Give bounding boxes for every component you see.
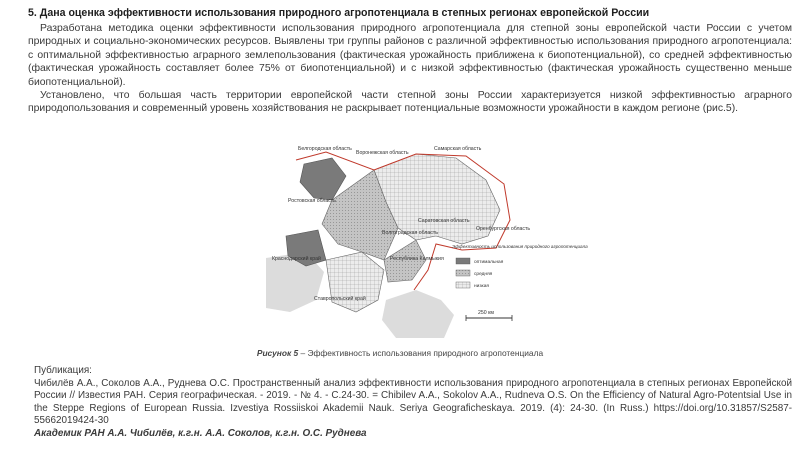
legend-label-low: низкая: [474, 284, 489, 289]
label-volgograd: Волгоградская область: [382, 230, 438, 236]
legend-swatch-optimal: [456, 258, 470, 264]
legend-title: Эффективность использования природного агропотенциала: [452, 244, 588, 249]
label-samara: Самарская область: [434, 146, 482, 152]
scale-bar: [466, 310, 512, 321]
legend-swatch-low: [456, 282, 470, 288]
label-krasnodar: Краснодарский край: [272, 256, 321, 262]
section-heading: 5. Дана оценка эффективности использования природного агропотенциала в степных регионах европейской России: [28, 7, 650, 19]
paragraph-conclusion: Установлено, что большая часть территории европейской части степной зоны России характеризуется низкой эффективностью аграрного природопользования и современный уровень хозяйствования не раскрывает потенциальные возможности урожайности в каждом регионе (рис.5).: [28, 90, 792, 115]
publication-reference: Чибилёв А.А., Соколов А.А., Руднева О.С. Пространственный анализ эффективности использования природного агропотенциала в степных регионах Европейской России // Известия РАН. Серия географическая. - 2019. - № 4. - С.24-30. = Chibilev A.A., Sokolov A.A., Rudneva O.S. On the Efficiency of Natural Agro-Potentsial Use in the Steppe Regions of European Russia. Izvestiya Rossiiskoi Akademii Nauk. Seriya Geograficheskaya. 2019. (4): 24-30. (In Russ.) https://doi.org/10.31857/S2587-55662019424-30: [34, 377, 792, 427]
label-belgorod: Белгородская область: [298, 146, 352, 152]
label-saratov: Саратовская область: [418, 218, 470, 224]
legend-swatch-medium: [456, 270, 470, 276]
publication-label: Публикация:: [34, 365, 92, 376]
figure-caption: [0, 348, 800, 358]
region-low-south: [326, 252, 384, 312]
legend-label-optimal: оптимальная: [474, 260, 504, 265]
label-voronezh: Воронежская область: [356, 150, 409, 156]
label-orenburg: Оренбургская область: [476, 226, 531, 232]
article-section: [28, 6, 792, 116]
map-legend: [452, 244, 588, 289]
label-stavropol: Ставропольский край: [314, 296, 366, 302]
label-kalmykia: Республика Калмыкия: [390, 256, 444, 262]
region-optimal-west: [300, 158, 346, 200]
figure-label: Рисунок 5: [256, 348, 299, 358]
publication-authors: Академик РАН А.А. Чибилёв, к.г.н. А.А. Соколов, к.г.н. О.С. Руднева: [34, 427, 367, 439]
label-rostov: Ростовская область: [288, 198, 336, 204]
scale-label: 250 км: [478, 310, 494, 316]
legend-label-medium: средняя: [474, 272, 493, 277]
figure-map: [266, 140, 588, 340]
agropotential-map: [266, 140, 588, 340]
caspian-sea: [382, 290, 454, 338]
figure-caption-text: – Эффективность использования природного агропотенциала: [298, 348, 544, 358]
publication-block: [34, 365, 792, 441]
paragraph-methodology: Разработана методика оценки эффективности использования природного агропотенциала для степной зоны европейской части России с учетом природных и социально-экономических ресурсов. Выявлены три группы районов с различной эффективностью использования природного агропотенциала: с оптимальной эффективностью аграрного землепользования (фактическая урожайность приближена к биопотенциальной), со средней эффективностью (фактическая урожайность составляет более 75% от биопотенциальной) и с низкой эффективностью (фактическая урожайность существенно меньше биопотенциальной).: [28, 23, 792, 88]
